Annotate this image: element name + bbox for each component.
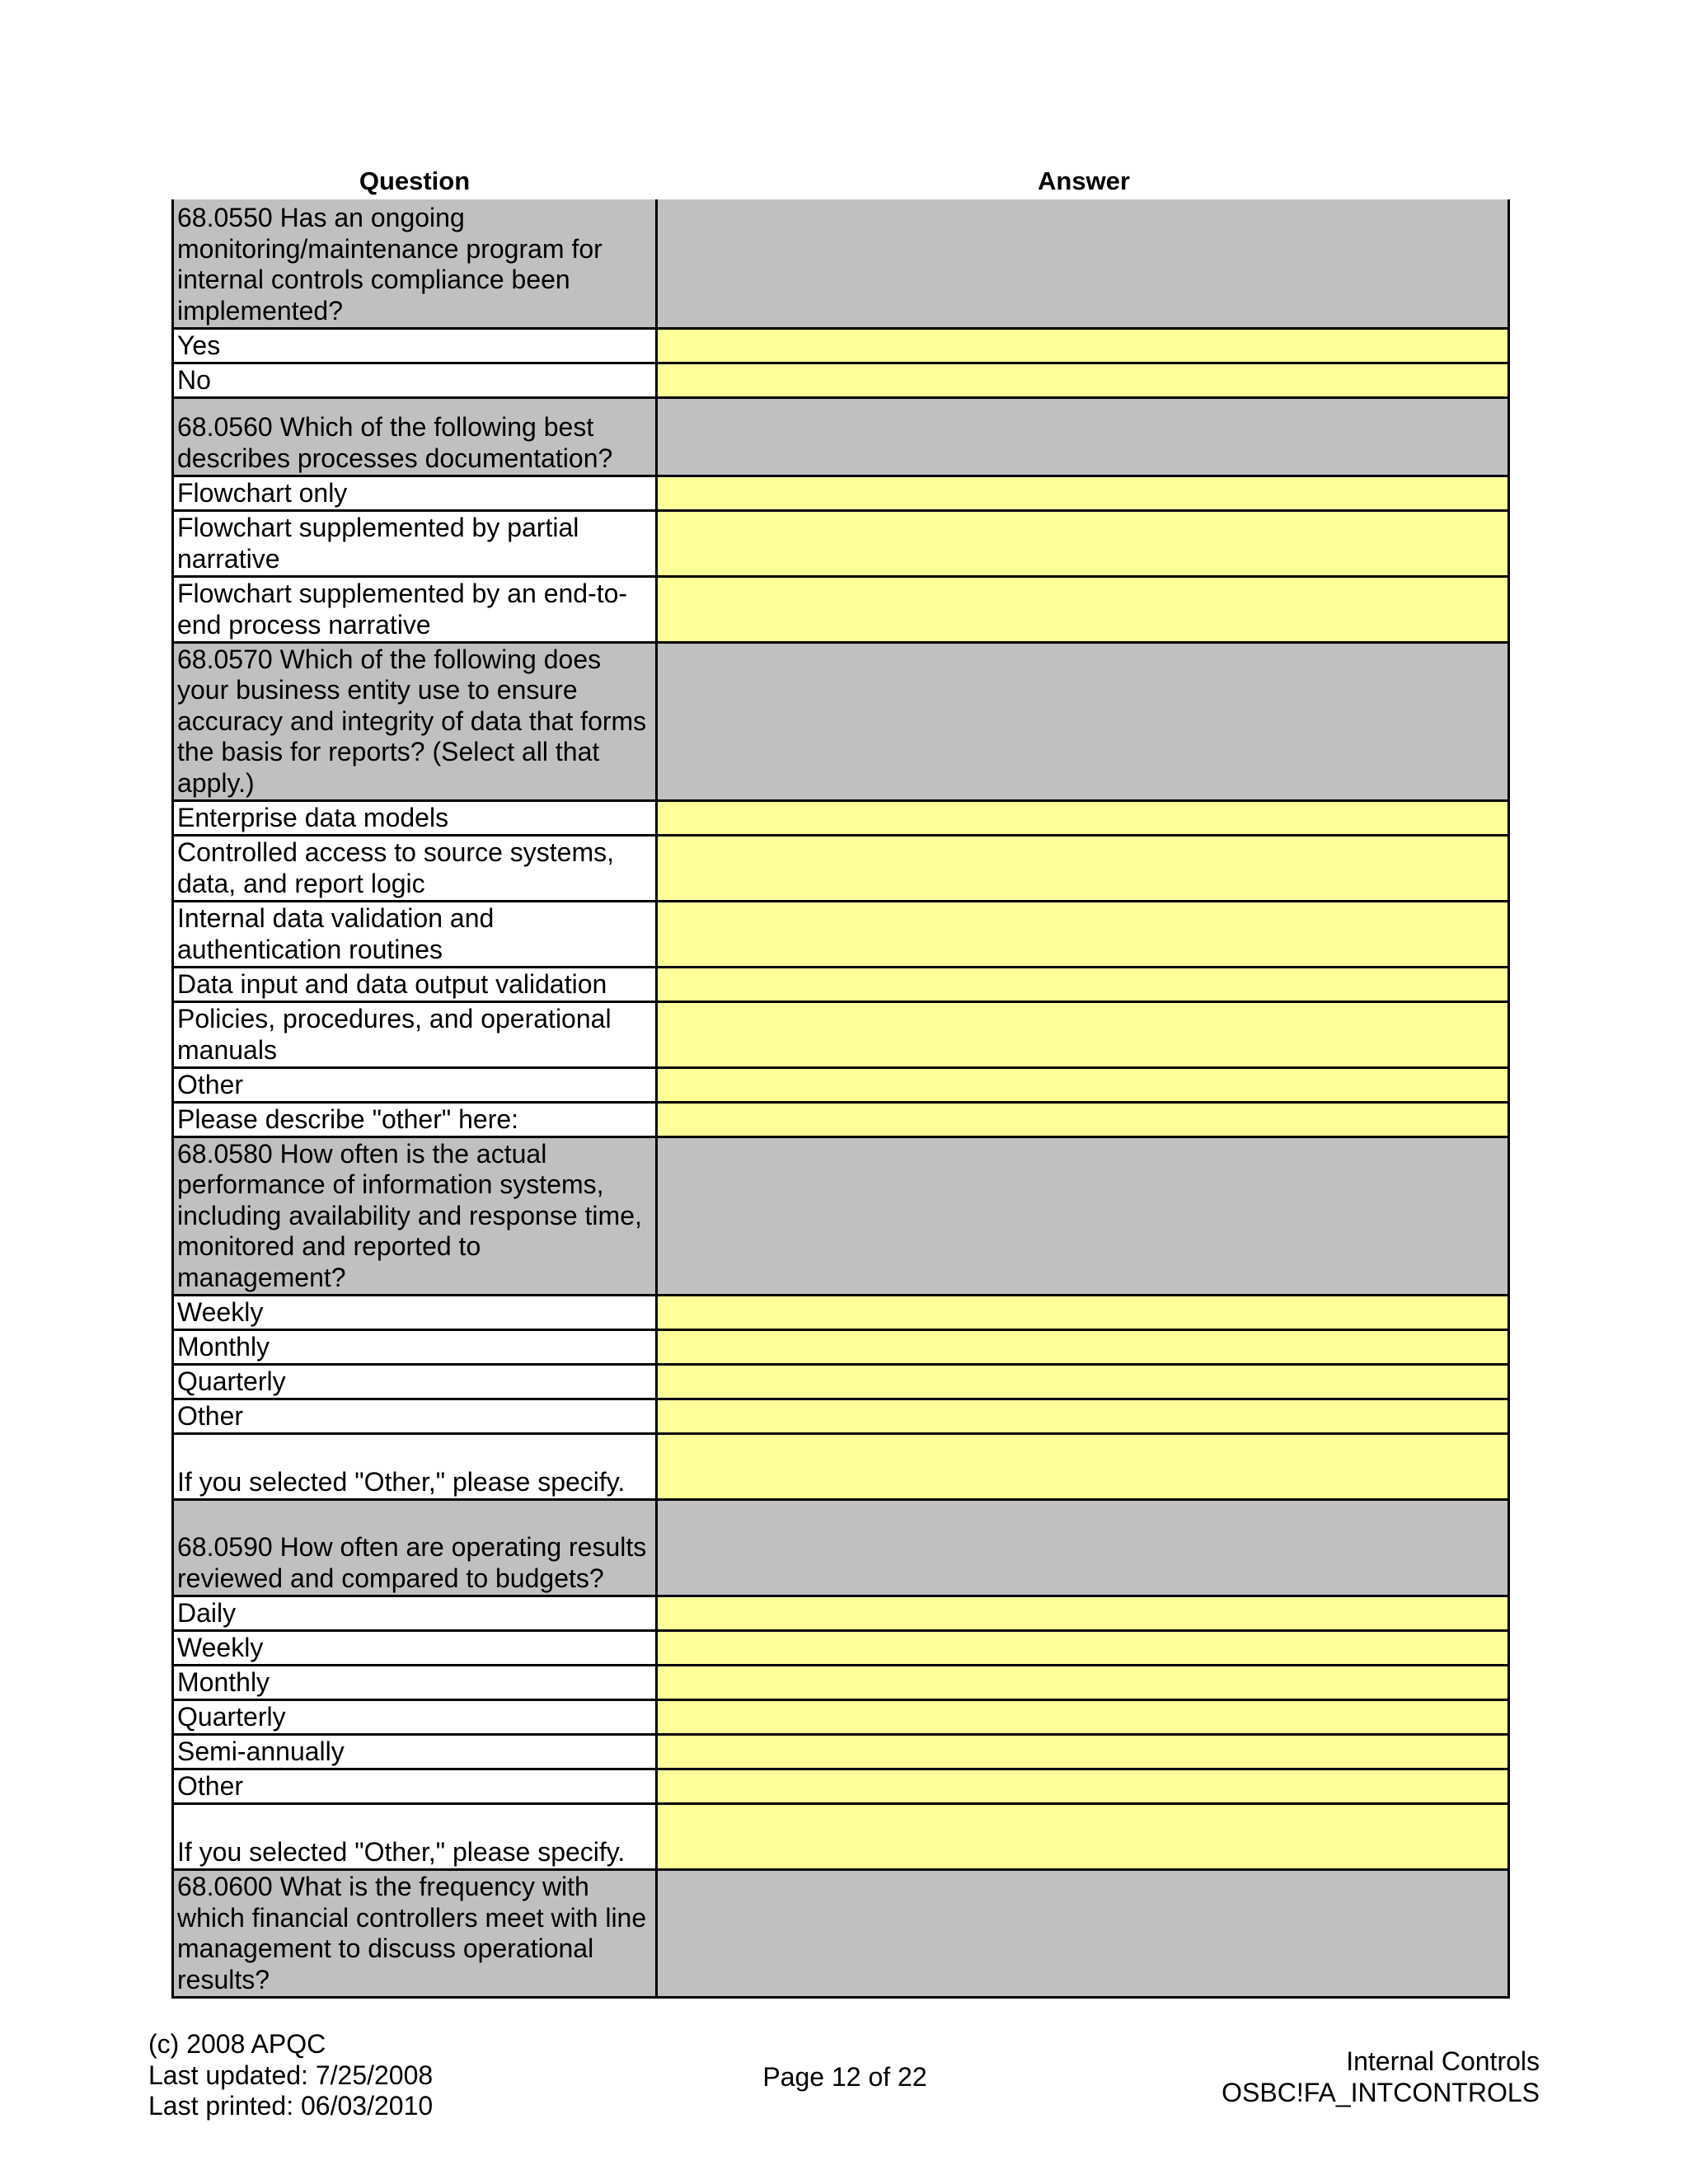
option-cell <box>174 1331 658 1363</box>
option-label: Data input and data output validation <box>177 968 607 999</box>
section-title: Internal Controls <box>1346 2046 1540 2076</box>
option-cell <box>174 1296 658 1329</box>
answer-input-cell[interactable] <box>658 837 1507 900</box>
option-row <box>174 575 1507 641</box>
question-column-header: Question <box>359 166 471 195</box>
option-row <box>174 509 1507 575</box>
answer-input-cell[interactable] <box>658 1666 1507 1699</box>
question-row <box>174 1868 1507 1996</box>
option-cell <box>174 1736 658 1768</box>
question-text: 68.0570 Which of the following does your business entity use to ensure accuracy and integrity of data that forms the basis for reports? (Select all that apply.) <box>177 644 647 798</box>
option-label: Flowchart supplemented by partial narrative <box>177 513 579 574</box>
answer-input-cell[interactable] <box>658 1296 1507 1329</box>
option-row <box>174 475 1507 509</box>
answer-input-cell[interactable] <box>658 364 1507 396</box>
answer-input-cell[interactable] <box>658 477 1507 509</box>
option-row <box>174 1733 1507 1768</box>
answer-input-cell[interactable] <box>658 1701 1507 1733</box>
answer-input-cell[interactable] <box>658 1104 1507 1136</box>
option-row <box>174 834 1507 900</box>
question-row <box>174 1136 1507 1294</box>
option-row <box>174 1294 1507 1329</box>
option-cell <box>174 1597 658 1629</box>
question-cell <box>174 199 658 327</box>
option-label: Weekly <box>177 1296 264 1327</box>
option-label: Enterprise data models <box>177 802 449 832</box>
question-row <box>174 641 1507 799</box>
option-row <box>174 1432 1507 1498</box>
option-cell <box>174 1805 658 1868</box>
answer-input-cell[interactable] <box>658 1632 1507 1664</box>
option-row <box>174 1664 1507 1699</box>
option-cell <box>174 578 658 641</box>
question-cell <box>174 1138 658 1294</box>
option-cell <box>174 1435 658 1498</box>
option-cell <box>174 512 658 575</box>
questionnaire-table <box>171 199 1510 1999</box>
option-row <box>174 1595 1507 1629</box>
option-cell <box>174 1400 658 1432</box>
answer-input-cell[interactable] <box>658 1597 1507 1629</box>
footer-right <box>1221 2046 1540 2108</box>
option-label: Other <box>177 1069 244 1099</box>
option-label: Monthly <box>177 1331 270 1361</box>
option-label: Monthly <box>177 1666 270 1697</box>
option-label: Other <box>177 1770 244 1801</box>
question-text: 68.0590 How often are operating results reviewed and compared to budgets? <box>177 1532 647 1593</box>
answer-input-cell[interactable] <box>658 1069 1507 1101</box>
option-row <box>174 966 1507 1001</box>
option-label: Quarterly <box>177 1366 286 1396</box>
answer-input-cell[interactable] <box>658 1736 1507 1768</box>
option-cell <box>174 802 658 834</box>
footer-left <box>148 2029 433 2122</box>
option-cell <box>174 837 658 900</box>
sheet-reference: OSBC!FA_INTCONTROLS <box>1221 2077 1540 2107</box>
answer-input-cell[interactable] <box>658 1400 1507 1432</box>
option-cell <box>174 1770 658 1802</box>
option-row <box>174 1398 1507 1432</box>
option-label: Yes <box>177 330 221 360</box>
option-row <box>174 1699 1507 1733</box>
option-row <box>174 327 1507 362</box>
question-row <box>174 396 1507 475</box>
option-label: If you selected "Other," please specify. <box>177 1466 626 1497</box>
option-cell <box>174 1701 658 1733</box>
option-cell <box>174 364 658 396</box>
question-cell <box>174 399 658 475</box>
option-label: Policies, procedures, and operational manuals <box>177 1004 612 1065</box>
answer-input-cell[interactable] <box>658 1331 1507 1363</box>
option-row <box>174 1066 1507 1101</box>
option-cell <box>174 1366 658 1398</box>
question-row <box>174 199 1507 327</box>
question-text: 68.0580 How often is the actual performance of information systems, including availability and response time, monitored and reported to management? <box>177 1138 642 1292</box>
option-label: No <box>177 364 211 395</box>
answer-header-cell <box>658 199 1507 327</box>
option-cell <box>174 1069 658 1101</box>
answer-input-cell[interactable] <box>658 1435 1507 1498</box>
option-label: Flowchart only <box>177 477 348 508</box>
question-text: 68.0550 Has an ongoing monitoring/maintenance program for internal controls compliance been implemented? <box>177 203 603 326</box>
question-text: 68.0600 What is the frequency with which financial controllers meet with line management to discuss operational results? <box>177 1872 647 1994</box>
option-label: Semi-annually <box>177 1736 345 1766</box>
column-headers <box>171 163 1510 199</box>
option-row <box>174 1629 1507 1664</box>
option-label: Daily <box>177 1597 237 1628</box>
answer-input-cell[interactable] <box>658 1003 1507 1066</box>
page-number: Page 12 of 22 <box>762 2062 927 2092</box>
answer-input-cell[interactable] <box>658 968 1507 1001</box>
option-row <box>174 1363 1507 1398</box>
answer-input-cell[interactable] <box>658 578 1507 641</box>
option-cell <box>174 1632 658 1664</box>
answer-input-cell[interactable] <box>658 902 1507 966</box>
option-label: Flowchart supplemented by an end-to-end process narrative <box>177 579 628 640</box>
question-text: 68.0560 Which of the following best describes processes documentation? <box>177 412 613 473</box>
answer-input-cell[interactable] <box>658 1366 1507 1398</box>
option-label: Quarterly <box>177 1701 286 1732</box>
option-cell <box>174 902 658 966</box>
last-updated-text: Last updated: 7/25/2008 <box>148 2060 434 2090</box>
footer-center <box>742 2062 948 2093</box>
option-cell <box>174 330 658 362</box>
answer-header-cell <box>658 1871 1507 1996</box>
answer-input-cell[interactable] <box>658 330 1507 362</box>
copyright-text: (c) 2008 APQC <box>148 2029 326 2059</box>
option-label: Please describe "other" here: <box>177 1104 519 1134</box>
question-cell <box>174 1871 658 1996</box>
last-printed-text: Last printed: 06/03/2010 <box>148 2091 434 2121</box>
option-label: If you selected "Other," please specify. <box>177 1836 626 1867</box>
answer-input-cell[interactable] <box>658 1805 1507 1868</box>
option-row <box>174 1802 1507 1868</box>
answer-input-cell[interactable] <box>658 512 1507 575</box>
question-cell <box>174 644 658 799</box>
option-row <box>174 362 1507 396</box>
option-cell <box>174 968 658 1001</box>
option-cell <box>174 1003 658 1066</box>
answer-column-header: Answer <box>1038 166 1130 195</box>
option-label: Controlled access to source systems, data, and report logic <box>177 837 614 898</box>
option-label: Internal data validation and authentication routines <box>177 903 495 964</box>
question-cell <box>174 1501 658 1595</box>
answer-header-cell <box>658 399 1507 475</box>
answer-header-cell <box>658 1501 1507 1595</box>
option-row <box>174 900 1507 966</box>
option-cell <box>174 1104 658 1136</box>
option-row <box>174 799 1507 834</box>
answer-input-cell[interactable] <box>658 1770 1507 1802</box>
answer-input-cell[interactable] <box>658 802 1507 834</box>
answer-header-cell <box>658 644 1507 799</box>
option-row <box>174 1329 1507 1363</box>
answer-header-cell <box>658 1138 1507 1294</box>
option-row <box>174 1101 1507 1136</box>
option-cell <box>174 1666 658 1699</box>
option-cell <box>174 477 658 509</box>
option-label: Weekly <box>177 1632 264 1662</box>
option-label: Other <box>177 1400 244 1431</box>
option-row <box>174 1001 1507 1066</box>
option-row <box>174 1768 1507 1802</box>
question-row <box>174 1498 1507 1595</box>
